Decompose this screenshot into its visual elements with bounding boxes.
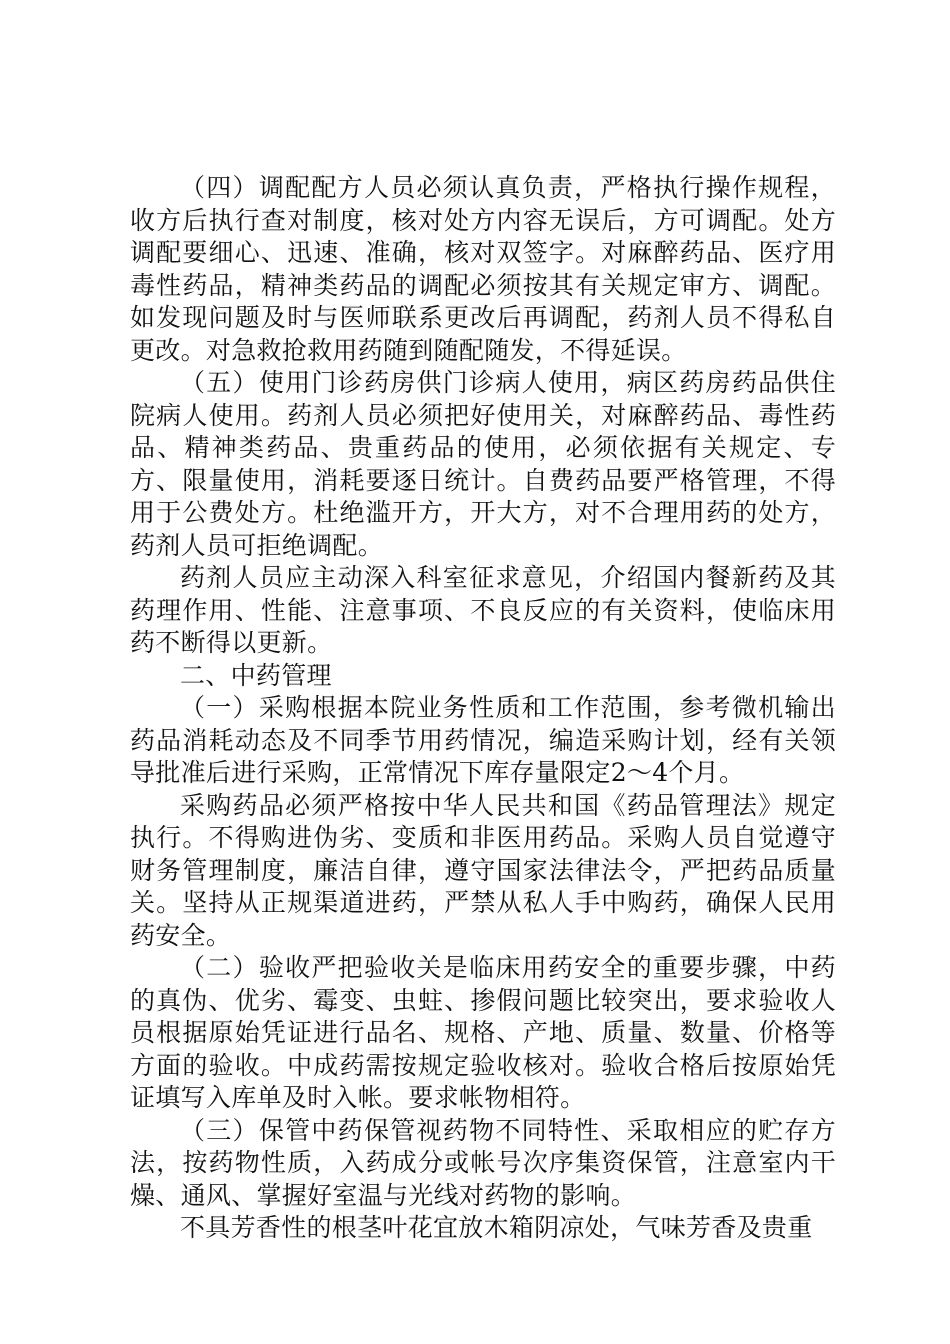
paragraph-storage-details: 不具芳香性的根茎叶花宜放木箱阴凉处，气味芳香及贵重 — [180, 1213, 813, 1242]
paragraph-procurement-rules: 采购药品必须严格按中华人民共和国《药品管理法》规定执行。不得购进伪劣、变质和非医用药品。采购人员自觉遵守财务管理制度，廉洁自律，遵守国家法律法令，严把药品质量关。坚持从正规渠道进药，严禁从私人手中购药，确保人民用药安全。 — [130, 790, 836, 950]
paragraph-usage: （五）使用门诊药房供门诊病人使用，病区药房药品供住院病人使用。药剂人员必须把好使用关，对麻醉药品、毒性药品、精神类药品、贵重药品的使用，必须依据有关规定、专方、限量使用，消耗要逐日统计。自费药品要严格管理，不得用于公费处方。杜绝滥开方，开大方，对不合理用药的处方，药剂人员可拒绝调配。 — [130, 368, 836, 560]
section-heading-tcm-management: 二、中药管理 — [180, 660, 332, 690]
paragraph-dispensing: （四）调配配方人员必须认真负责，严格执行操作规程，收方后执行查对制度，核对处方内容无误后，方可调配。处方调配要细心、迅速、准确，核对双签字。对麻醉药品、医疗用毒性药品，精神类药品的调配必须按其有关规定审方、调配。如发现问题及时与医师联系更改后再调配，药剂人员不得私自更改。对急救抢救用药随到随配随发，不得延误。 — [130, 173, 836, 365]
paragraph-procurement: （一）采购根据本院业务性质和工作范围，参考微机输出药品消耗动态及不同季节用药情况，编造采购计划，经有关领导批准后进行采购，正常情况下库存量限定2～4个月。 — [130, 693, 836, 787]
paragraph-acceptance: （二）验收严把验收关是临床用药安全的重要步骤，中药的真伪、优劣、霉变、虫蛀、掺假问题比较突出，要求验收人员根据原始凭证进行品名、规格、产地、质量、数量、价格等方面的验收。中成药需按规定验收核对。验收合格后按原始凭证填写入库单及时入帐。要求帐物相符。 — [130, 953, 836, 1112]
paragraph-storage: （三）保管中药保管视药物不同特性、采取相应的贮存方法，按药物性质，入药成分或帐号次序集资保管，注意室内干燥、通风、掌握好室温与光线对药物的影响。 — [130, 1115, 836, 1210]
document-page — [130, 172, 836, 1245]
paragraph-pharmacist-outreach: 药剂人员应主动深入科室征求意见，介绍国内餐新药及其药理作用、性能、注意事项、不良反应的有关资料，使临床用药不断得以更新。 — [130, 563, 836, 657]
